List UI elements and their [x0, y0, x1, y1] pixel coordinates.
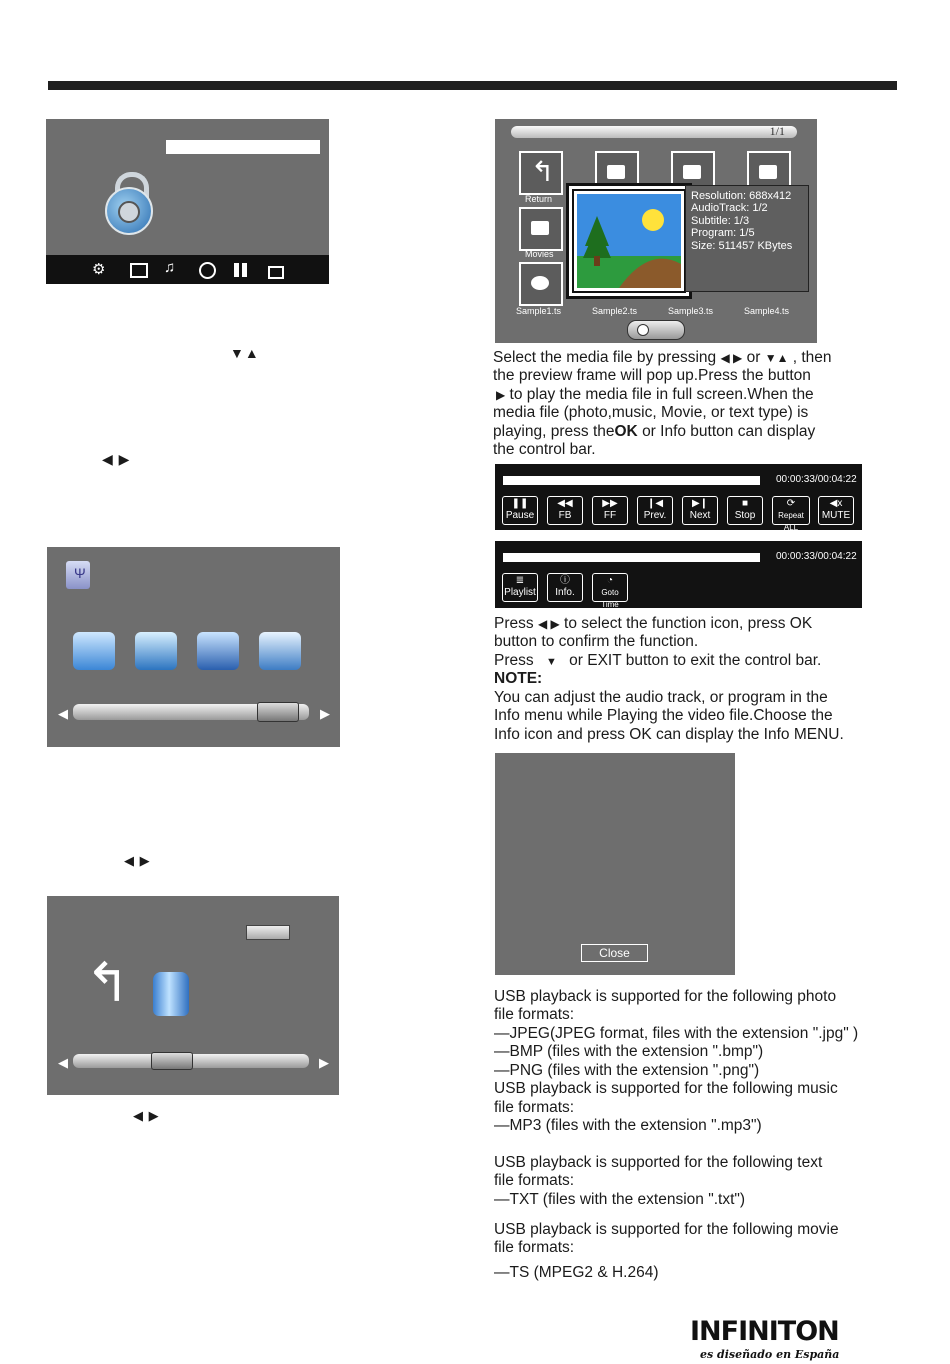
music-category-icon[interactable] [135, 632, 177, 670]
para1-line3: ▶ to play the media file in full screen.When the [496, 386, 814, 403]
formats-line9: USB playback is supported for the following text [494, 1154, 823, 1171]
brand-tagline: es diseñado en España [700, 1348, 840, 1361]
scroll-right-icon-2[interactable]: ▶ [319, 1055, 329, 1070]
formats-line10: file formats: [494, 1172, 575, 1189]
info-resolution: Resolution: 688x412 [691, 190, 792, 202]
formats-line8: —MP3 (files with the extension ".mp3") [494, 1117, 762, 1134]
info-button[interactable]: ⓘ Info. [547, 573, 583, 602]
down-arrow: ▼ [545, 656, 557, 668]
sample1-label: Sample1.ts [516, 306, 562, 316]
sample3-label: Sample3.ts [668, 306, 714, 316]
sample4-label: Sample4.ts [744, 306, 790, 316]
file-info-box [685, 185, 809, 292]
para1-line5: playing, press theOK or Info button can display [493, 423, 816, 440]
para2-line2: button to confirm the function. [494, 633, 699, 650]
movies-item[interactable] [519, 207, 563, 251]
return-panel [47, 896, 339, 1095]
info-audio: AudioTrack: 1/2 [691, 202, 768, 215]
photo-category-icon[interactable] [73, 632, 115, 670]
music-icon[interactable]: ♫ [164, 259, 176, 276]
browser-top-bar [511, 126, 797, 138]
usb-icon: Ψ [66, 561, 90, 589]
brand-logo: INFINITON [690, 1316, 839, 1347]
right-arrow: ▶ [496, 388, 506, 402]
left-right-arrows: ◀ ▶ [720, 351, 743, 365]
monitor-icon[interactable] [130, 263, 148, 278]
control-bar-panel [495, 464, 862, 530]
return-arrow-icon[interactable]: ↰ [85, 953, 131, 1013]
elapsed-time: 00:00:33/00:04:22 [776, 474, 857, 485]
fb-button[interactable]: ◀◀ FB [547, 496, 583, 525]
formats-line1: USB playback is supported for the following photo [494, 988, 837, 1005]
media-scrollbar-thumb[interactable] [257, 702, 299, 722]
close-button[interactable]: Close [581, 944, 648, 962]
sample2-label: Sample2.ts [592, 306, 638, 316]
formats-line12: USB playback is supported for the following movie [494, 1221, 839, 1238]
usb-media-panel [47, 547, 340, 747]
return-item[interactable]: ↰ [519, 151, 563, 195]
goto-time-button[interactable]: ◔ Goto Time [592, 573, 628, 602]
formats-line13: file formats: [494, 1239, 575, 1256]
arrow-left-right: ◀ ▶ [102, 451, 131, 467]
stop-button[interactable]: ■ Stop [727, 496, 763, 525]
padlock-icon [104, 172, 154, 230]
info-subtitle: Subtitle: 1/3 [691, 214, 750, 227]
down-up-arrows: ▼▲ [764, 351, 789, 365]
page-indicator: 1/1 [769, 124, 785, 138]
media-browser-panel [495, 119, 817, 343]
return-scrollbar-thumb[interactable] [151, 1052, 193, 1070]
repeat-button[interactable]: ⟳ Repeat ALL [772, 496, 810, 525]
lock-icon[interactable] [268, 266, 284, 279]
lock-menu-panel [46, 119, 329, 284]
note-heading: NOTE: [494, 670, 543, 687]
formats-line3: —JPEG(JPEG format, files with the extension ".jpg" ) [494, 1025, 859, 1042]
trash-icon[interactable] [153, 972, 189, 1016]
mute-button[interactable]: ◀x MUTE [818, 496, 854, 525]
text-category-icon[interactable] [259, 632, 301, 670]
formats-line2: file formats: [494, 1006, 575, 1023]
playlist-button[interactable]: ≣ Playlist [502, 573, 538, 602]
elapsed-time-2: 00:00:33/00:04:22 [776, 551, 857, 562]
lock-menu-iconbar [46, 255, 329, 284]
pause-button[interactable]: ❚❚ Pause [502, 496, 538, 525]
movie-category-icon[interactable] [197, 632, 239, 670]
scroll-left-icon-2[interactable]: ◀ [58, 1055, 68, 1070]
control-bar-panel-2 [495, 541, 862, 608]
header-rule [48, 81, 897, 90]
next-button[interactable]: ▶❙ Next [682, 496, 718, 525]
formats-line14: —TS (MPEG2 & H.264) [494, 1264, 659, 1281]
preview-image [569, 186, 689, 296]
grid-icon[interactable] [234, 263, 248, 277]
gear-icon[interactable]: ⚙ [92, 261, 106, 278]
para1-line1: Select the media file by pressing ◀ ▶ or ▼▲ , then [493, 349, 832, 366]
note-line3: Info icon and press OK can display the Info MENU. [494, 726, 844, 743]
para2-line1: Press ◀ ▶ to select the function icon, press OK [494, 615, 813, 632]
arrow-down-up: ▼▲ [230, 345, 260, 361]
info-menu-panel [495, 753, 735, 975]
movies-label: Movies [525, 249, 554, 259]
preview-frame [566, 183, 692, 299]
para1-line6: the control bar. [493, 441, 596, 458]
formats-line4: —BMP (files with the extension ".bmp") [494, 1043, 764, 1060]
left-right-arrows-2: ◀ ▶ [537, 617, 560, 631]
para1-line2: the preview frame will pop up.Press the button [493, 367, 811, 384]
progress-bar-2[interactable] [503, 553, 760, 562]
formats-line6: USB playback is supported for the following music [494, 1080, 838, 1097]
ff-button[interactable]: ▶▶ FF [592, 496, 628, 525]
formats-line7: file formats: [494, 1099, 575, 1116]
info-size: Size: 511457 KBytes [691, 239, 793, 252]
scroll-right-icon[interactable]: ▶ [320, 706, 330, 721]
sample1-item[interactable] [519, 262, 563, 306]
folder-name-field [246, 925, 290, 940]
info-program: Program: 1/5 [691, 227, 755, 240]
para2-line3: Press ▼ or EXIT button to exit the control bar. [494, 652, 822, 669]
formats-line5: —PNG (files with the extension ".png") [494, 1062, 760, 1079]
note-line1: You can adjust the audio track, or program in the [494, 689, 828, 706]
arrow-left-right-3: ◀ ▶ [133, 1108, 160, 1123]
clock-icon[interactable] [199, 262, 216, 279]
browser-scroll-knob[interactable] [627, 320, 685, 340]
prev-button[interactable]: ❙◀ Prev. [637, 496, 673, 525]
arrow-left-right-2: ◀ ▶ [124, 853, 151, 868]
progress-bar[interactable] [503, 476, 760, 485]
return-label: Return [525, 194, 553, 204]
formats-line11: —TXT (files with the extension ".txt") [494, 1191, 746, 1208]
para1-line4: media file (photo,music, Movie, or text type) is [493, 404, 809, 421]
scroll-left-icon[interactable]: ◀ [58, 706, 68, 721]
password-field[interactable] [166, 140, 320, 154]
note-line2: Info menu while Playing the video file.Choose the [494, 707, 833, 724]
